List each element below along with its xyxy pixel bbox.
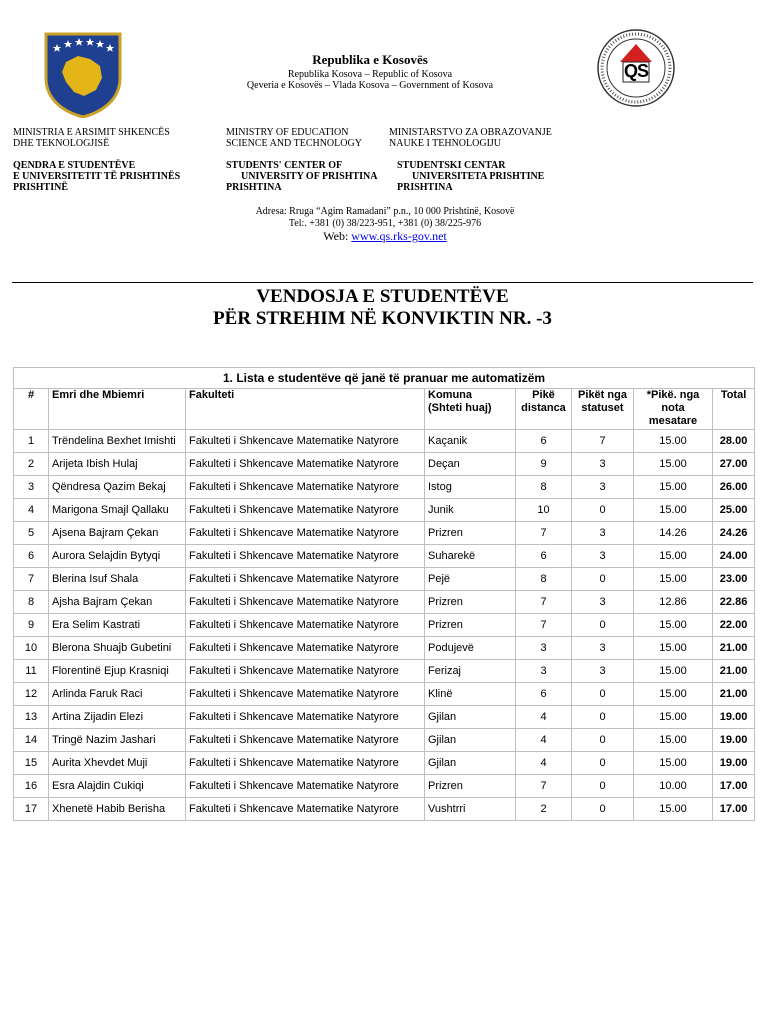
status-points: 0 — [572, 568, 634, 591]
header-status-points: Pikët nga statuset — [572, 389, 634, 430]
status-points: 7 — [572, 430, 634, 453]
row-number: 7 — [14, 568, 49, 591]
row-number: 2 — [14, 453, 49, 476]
total-points: 23.00 — [713, 568, 755, 591]
faculty: Fakulteti i Shkencave Matematike Natyrore — [186, 775, 425, 798]
header-faculty: Fakulteti — [186, 389, 425, 430]
row-number: 1 — [14, 430, 49, 453]
distance-points: 8 — [516, 568, 572, 591]
faculty: Fakulteti i Shkencave Matematike Natyrore — [186, 522, 425, 545]
row-number: 12 — [14, 683, 49, 706]
total-points: 19.00 — [713, 752, 755, 775]
distance-points: 7 — [516, 591, 572, 614]
ministry-albanian: MINISTRIA E ARSIMIT SHKENCËS DHE TEKNOLOGJISË — [13, 127, 170, 149]
grade-points: 15.00 — [634, 683, 713, 706]
row-number: 15 — [14, 752, 49, 775]
grade-points: 15.00 — [634, 752, 713, 775]
distance-points: 7 — [516, 614, 572, 637]
status-points: 0 — [572, 614, 634, 637]
status-points: 3 — [572, 522, 634, 545]
municipality: Prizren — [425, 614, 516, 637]
website-link[interactable]: www.qs.rks-gov.net — [351, 229, 447, 243]
total-points: 19.00 — [713, 729, 755, 752]
status-points: 0 — [572, 775, 634, 798]
status-points: 0 — [572, 499, 634, 522]
status-points: 0 — [572, 729, 634, 752]
student-name: Florentinë Ejup Krasniqi — [49, 660, 186, 683]
distance-points: 3 — [516, 660, 572, 683]
municipality: Gjilan — [425, 729, 516, 752]
municipality: Prizren — [425, 775, 516, 798]
municipality: Vushtrri — [425, 798, 516, 821]
status-points: 3 — [572, 453, 634, 476]
distance-points: 7 — [516, 522, 572, 545]
grade-points: 15.00 — [634, 637, 713, 660]
table-row — [14, 591, 755, 614]
municipality: Junik — [425, 499, 516, 522]
table-row — [14, 545, 755, 568]
faculty: Fakulteti i Shkencave Matematike Natyrore — [186, 798, 425, 821]
grade-points: 14.26 — [634, 522, 713, 545]
student-name: Qëndresa Qazim Bekaj — [49, 476, 186, 499]
header-distance-points: Pikë distanca — [516, 389, 572, 430]
header-divider — [12, 282, 753, 283]
student-name: Tringë Nazim Jashari — [49, 729, 186, 752]
row-number: 5 — [14, 522, 49, 545]
seal-letters: QS — [623, 61, 648, 81]
faculty: Fakulteti i Shkencave Matematike Natyrore — [186, 706, 425, 729]
faculty: Fakulteti i Shkencave Matematike Natyrore — [186, 752, 425, 775]
center-albanian: QENDRA E STUDENTËVE E UNIVERSITETIT TË PRISHTINËS PRISHTINË — [13, 160, 181, 193]
student-name: Aurita Xhevdet Muji — [49, 752, 186, 775]
row-number: 16 — [14, 775, 49, 798]
municipality: Suharekë — [425, 545, 516, 568]
row-number: 6 — [14, 545, 49, 568]
total-points: 17.00 — [713, 798, 755, 821]
municipality: Gjilan — [425, 706, 516, 729]
row-number: 10 — [14, 637, 49, 660]
web-line — [170, 229, 600, 244]
distance-points: 7 — [516, 775, 572, 798]
faculty: Fakulteti i Shkencave Matematike Natyrore — [186, 660, 425, 683]
distance-points: 3 — [516, 637, 572, 660]
faculty: Fakulteti i Shkencave Matematike Natyrore — [186, 499, 425, 522]
distance-points: 4 — [516, 752, 572, 775]
center-serbian: STUDENTSKI CENTAR UNIVERSITETA PRISHTINE PRISHTINA — [397, 160, 545, 193]
table-row — [14, 614, 755, 637]
table-row — [14, 706, 755, 729]
student-name: Trëndelina Bexhet Imishti — [49, 430, 186, 453]
student-name: Artina Zijadin Elezi — [49, 706, 186, 729]
distance-points: 6 — [516, 545, 572, 568]
address-line: Adresa: Rruga “Agim Ramadani” p.n., 10 000 Prishtinë, Kosovë — [255, 206, 515, 217]
distance-points: 8 — [516, 476, 572, 499]
faculty: Fakulteti i Shkencave Matematike Natyrore — [186, 614, 425, 637]
table-row — [14, 453, 755, 476]
distance-points: 2 — [516, 798, 572, 821]
grade-points: 15.00 — [634, 706, 713, 729]
total-points: 25.00 — [713, 499, 755, 522]
total-points: 27.00 — [713, 453, 755, 476]
faculty: Fakulteti i Shkencave Matematike Natyrore — [186, 476, 425, 499]
total-points: 28.00 — [713, 430, 755, 453]
kosovo-coat-of-arms-icon — [44, 32, 122, 118]
status-points: 3 — [572, 591, 634, 614]
student-name: Ajsha Bajram Çekan — [49, 591, 186, 614]
municipality: Istog — [425, 476, 516, 499]
distance-points: 9 — [516, 453, 572, 476]
grade-points: 15.00 — [634, 476, 713, 499]
status-points: 3 — [572, 637, 634, 660]
header-number: # — [14, 389, 49, 430]
grade-points: 15.00 — [634, 729, 713, 752]
row-number: 14 — [14, 729, 49, 752]
student-name: Blerina Isuf Shala — [49, 568, 186, 591]
total-points: 24.26 — [713, 522, 755, 545]
grade-points: 12.86 — [634, 591, 713, 614]
table-row — [14, 430, 755, 453]
table-row — [14, 499, 755, 522]
row-number: 9 — [14, 614, 49, 637]
header-total: Total — [713, 389, 755, 430]
table-row — [14, 775, 755, 798]
table-row — [14, 798, 755, 821]
faculty: Fakulteti i Shkencave Matematike Natyrore — [186, 430, 425, 453]
header-municipality: Komuna (Shteti huaj) — [425, 389, 516, 430]
total-points: 17.00 — [713, 775, 755, 798]
municipality: Gjilan — [425, 752, 516, 775]
student-name: Era Selim Kastrati — [49, 614, 186, 637]
total-points: 22.86 — [713, 591, 755, 614]
table-row — [14, 568, 755, 591]
republic-title: Republika e Kosovës — [312, 52, 428, 67]
municipality: Deçan — [425, 453, 516, 476]
grade-points: 15.00 — [634, 499, 713, 522]
status-points: 0 — [572, 752, 634, 775]
total-points: 19.00 — [713, 706, 755, 729]
republic-subtitle: Republika Kosova – Republic of Kosova — [287, 69, 453, 80]
row-number: 8 — [14, 591, 49, 614]
municipality: Pejë — [425, 568, 516, 591]
faculty: Fakulteti i Shkencave Matematike Natyrore — [186, 453, 425, 476]
total-points: 21.00 — [713, 637, 755, 660]
student-name: Marigona Smajl Qallaku — [49, 499, 186, 522]
row-number: 17 — [14, 798, 49, 821]
distance-points: 10 — [516, 499, 572, 522]
grade-points: 15.00 — [634, 660, 713, 683]
header-grade-points: *Pikë. nga nota mesatare — [634, 389, 713, 430]
status-points: 0 — [572, 683, 634, 706]
faculty: Fakulteti i Shkencave Matematike Natyrore — [186, 568, 425, 591]
grade-points: 15.00 — [634, 430, 713, 453]
ministry-serbian: MINISTARSTVO ZA OBRAZOVANJE NAUKE I TEHNOLOGIJU — [389, 127, 552, 149]
table-row — [14, 476, 755, 499]
municipality: Prizren — [425, 591, 516, 614]
student-name: Blerona Shuajb Gubetini — [49, 637, 186, 660]
municipality: Ferizaj — [425, 660, 516, 683]
faculty: Fakulteti i Shkencave Matematike Natyrore — [186, 637, 425, 660]
distance-points: 4 — [516, 706, 572, 729]
faculty: Fakulteti i Shkencave Matematike Natyrore — [186, 545, 425, 568]
status-points: 3 — [572, 660, 634, 683]
row-number: 3 — [14, 476, 49, 499]
status-points: 3 — [572, 476, 634, 499]
table-row — [14, 683, 755, 706]
row-number: 13 — [14, 706, 49, 729]
grade-points: 15.00 — [634, 545, 713, 568]
municipality: Podujevë — [425, 637, 516, 660]
total-points: 21.00 — [713, 683, 755, 706]
municipality: Kaçanik — [425, 430, 516, 453]
table-row — [14, 637, 755, 660]
header-name: Emri dhe Mbiemri — [49, 389, 186, 430]
student-name: Arlinda Faruk Raci — [49, 683, 186, 706]
status-points: 3 — [572, 545, 634, 568]
table-row — [14, 522, 755, 545]
web-label: Web: — [323, 229, 352, 243]
total-points: 26.00 — [713, 476, 755, 499]
table-row — [14, 752, 755, 775]
student-name: Xhenetë Habib Berisha — [49, 798, 186, 821]
municipality: Klinë — [425, 683, 516, 706]
row-number: 4 — [14, 499, 49, 522]
ministry-english: MINISTRY OF EDUCATION SCIENCE AND TECHNOLOGY — [226, 127, 362, 149]
total-points: 21.00 — [713, 660, 755, 683]
total-points: 22.00 — [713, 614, 755, 637]
faculty: Fakulteti i Shkencave Matematike Natyrore — [186, 591, 425, 614]
student-name: Arijeta Ibish Hulaj — [49, 453, 186, 476]
faculty: Fakulteti i Shkencave Matematike Natyrore — [186, 729, 425, 752]
grade-points: 10.00 — [634, 775, 713, 798]
student-name: Esra Alajdin Cukiqi — [49, 775, 186, 798]
grade-points: 15.00 — [634, 614, 713, 637]
grade-points: 15.00 — [634, 453, 713, 476]
center-english: STUDENTS' CENTER OF UNIVERSITY OF PRISHTINA PRISHTINA — [226, 160, 378, 193]
table-caption: 1. Lista e studentëve që janë të pranuar me automatizëm — [14, 368, 755, 389]
table-row — [14, 660, 755, 683]
municipality: Prizren — [425, 522, 516, 545]
government-subtitle: Qeveria e Kosovës – Vlada Kosova – Government of Kosova — [246, 80, 494, 91]
student-name: Aurora Selajdin Bytyqi — [49, 545, 186, 568]
status-points: 0 — [572, 798, 634, 821]
grade-points: 15.00 — [634, 798, 713, 821]
faculty: Fakulteti i Shkencave Matematike Natyrore — [186, 683, 425, 706]
student-name: Ajsena Bajram Çekan — [49, 522, 186, 545]
status-points: 0 — [572, 706, 634, 729]
distance-points: 4 — [516, 729, 572, 752]
distance-points: 6 — [516, 683, 572, 706]
students-table — [13, 367, 755, 821]
grade-points: 15.00 — [634, 568, 713, 591]
distance-points: 6 — [516, 430, 572, 453]
document-title-line2: PËR STREHIM NË KONVIKTIN NR. -3 — [213, 308, 552, 329]
table-row — [14, 729, 755, 752]
total-points: 24.00 — [713, 545, 755, 568]
telephone-line: Tel:. +381 (0) 38/223-951, +381 (0) 38/225-976 — [288, 218, 482, 229]
document-title-line1: VENDOSJA E STUDENTËVE — [256, 286, 509, 307]
row-number: 11 — [14, 660, 49, 683]
